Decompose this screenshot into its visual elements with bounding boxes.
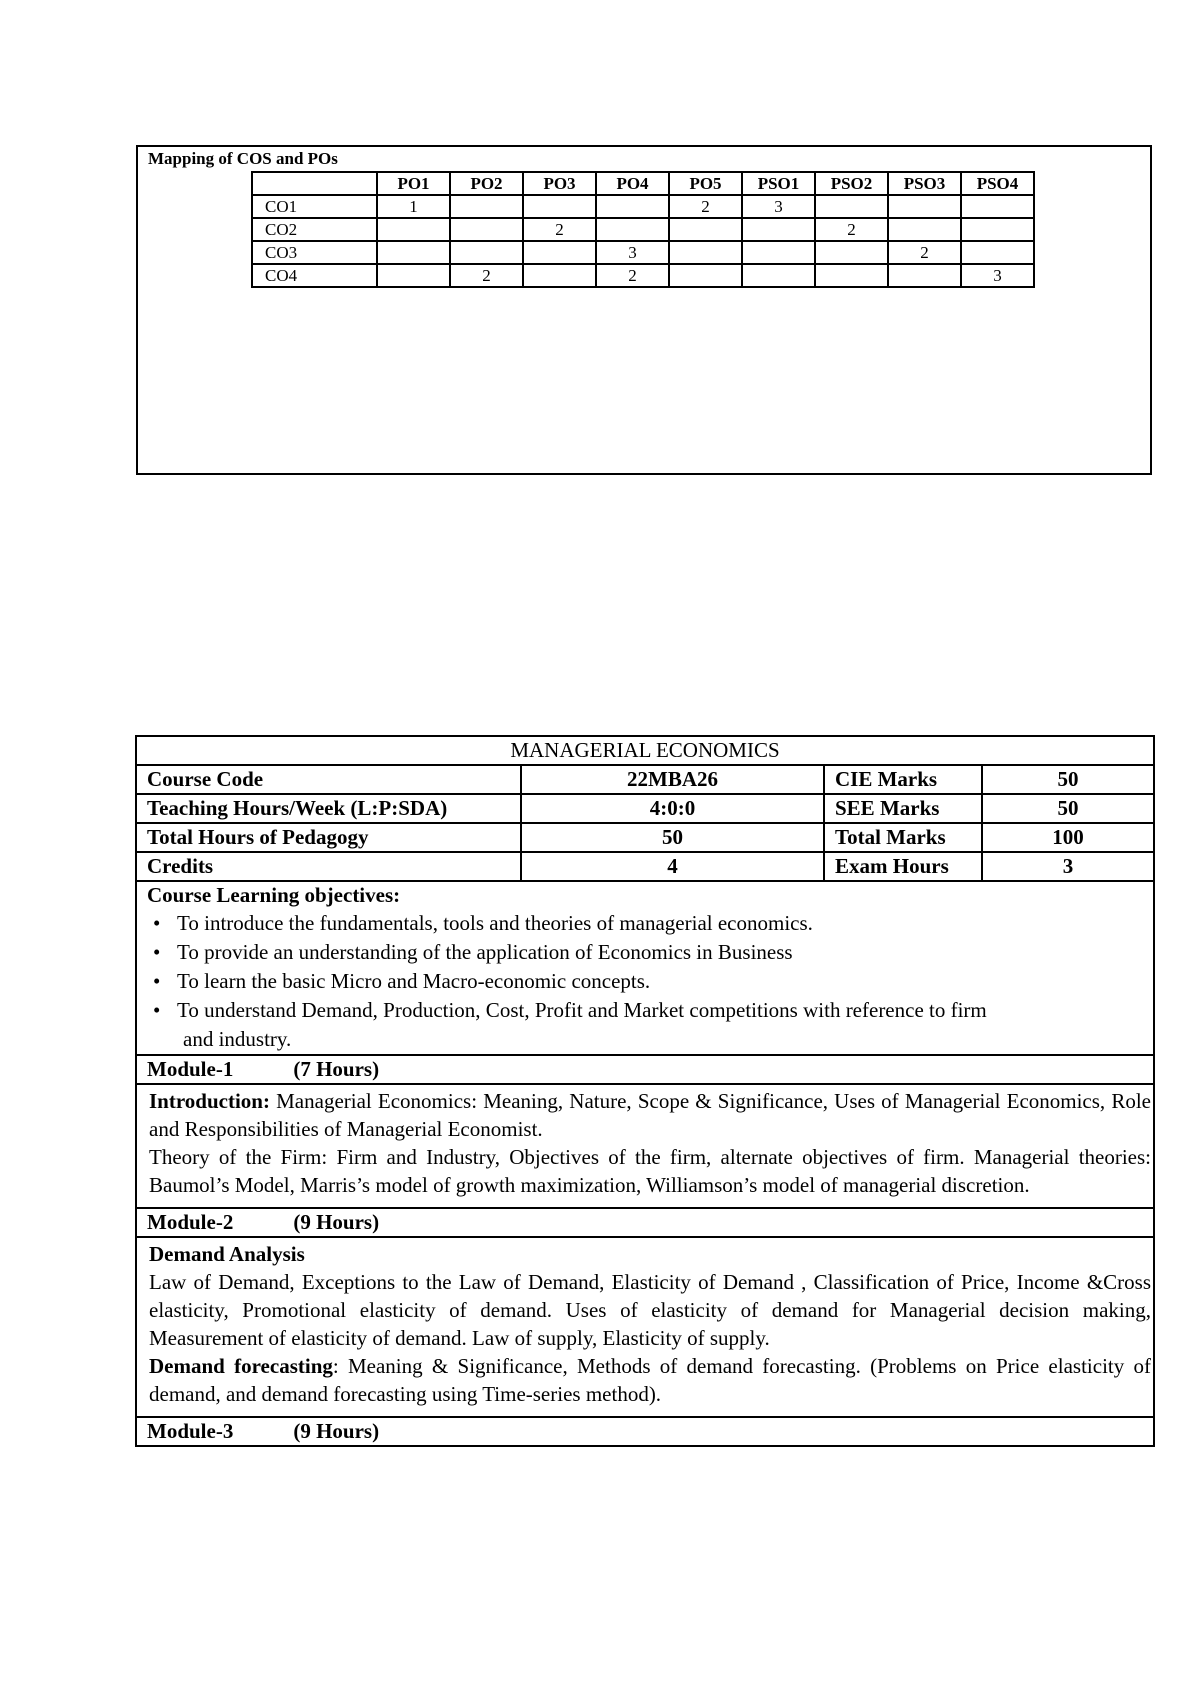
mapping-cell bbox=[377, 264, 450, 287]
mapping-cell bbox=[669, 264, 742, 287]
mapping-cell bbox=[596, 218, 669, 241]
mapping-col-header: PO2 bbox=[450, 172, 523, 195]
module-body-row bbox=[136, 1237, 1154, 1417]
objectives-row bbox=[136, 881, 1154, 1055]
mapping-table bbox=[251, 171, 1035, 288]
module-2-body bbox=[136, 1237, 1154, 1417]
course-info-value: 22MBA26 bbox=[521, 765, 824, 794]
mapping-row-label: CO1 bbox=[252, 195, 377, 218]
mapping-cell: 3 bbox=[742, 195, 815, 218]
mapping-col-header: PO4 bbox=[596, 172, 669, 195]
list-item bbox=[147, 909, 1143, 938]
course-info-label: Total Hours of Pedagogy bbox=[136, 823, 521, 852]
mapping-row bbox=[252, 264, 1034, 287]
mapping-cell bbox=[815, 241, 888, 264]
mapping-cell: 2 bbox=[669, 195, 742, 218]
module-1-header bbox=[136, 1055, 1154, 1084]
mapping-row bbox=[252, 218, 1034, 241]
module-3-header bbox=[136, 1417, 1154, 1446]
course-table bbox=[135, 735, 1155, 1447]
mapping-cell: 2 bbox=[596, 264, 669, 287]
course-info-row bbox=[136, 852, 1154, 881]
course-info-label: SEE Marks bbox=[824, 794, 982, 823]
module-intro-text: Managerial Economics: Meaning, Nature, Scope & Significance, Uses of Managerial Economics, Role and Responsibilities of Managerial Economist. bbox=[149, 1089, 1151, 1141]
objectives-heading: Course Learning objectives: bbox=[147, 883, 401, 907]
mapping-col-header: PO3 bbox=[523, 172, 596, 195]
module-header-row bbox=[136, 1417, 1154, 1446]
course-info-row bbox=[136, 823, 1154, 852]
module-hours: (7 Hours) bbox=[293, 1057, 380, 1081]
mapping-title: Mapping of COS and POs bbox=[148, 149, 338, 168]
mapping-cell: 3 bbox=[961, 264, 1034, 287]
mapping-row-label: CO2 bbox=[252, 218, 377, 241]
course-info-label: Course Code bbox=[136, 765, 521, 794]
mapping-col-header: PSO3 bbox=[888, 172, 961, 195]
course-info-value: 50 bbox=[982, 765, 1154, 794]
course-info-label: CIE Marks bbox=[824, 765, 982, 794]
course-info-label: Exam Hours bbox=[824, 852, 982, 881]
mapping-cell bbox=[815, 195, 888, 218]
bullet-icon: • bbox=[153, 969, 161, 993]
mapping-cell bbox=[888, 195, 961, 218]
module-1-body bbox=[136, 1084, 1154, 1208]
module-hours: (9 Hours) bbox=[293, 1210, 380, 1234]
course-info-value: 50 bbox=[982, 794, 1154, 823]
mapping-cell bbox=[888, 218, 961, 241]
module-paragraph: Law of Demand, Exceptions to the Law of Demand, Elasticity of Demand , Classification of Price, Income &Cross elasticity, Promotional elasticity of demand. Uses of elasticity of demand for Managerial decision making, Measurement of elasticity of demand. Law of supply, Elasticity of supply. bbox=[149, 1270, 1151, 1350]
module-header-row bbox=[136, 1208, 1154, 1237]
course-info-row bbox=[136, 765, 1154, 794]
mapping-header-row bbox=[252, 172, 1034, 195]
bullet-icon: • bbox=[153, 998, 161, 1022]
module-paragraph bbox=[149, 1087, 1151, 1143]
list-item bbox=[147, 967, 1143, 996]
mapping-col-header: PO5 bbox=[669, 172, 742, 195]
objective-continuation: and industry. bbox=[183, 1027, 292, 1051]
mapping-cell bbox=[961, 218, 1034, 241]
mapping-cell bbox=[523, 264, 596, 287]
course-info-label: Credits bbox=[136, 852, 521, 881]
course-info-row bbox=[136, 794, 1154, 823]
list-item bbox=[147, 938, 1143, 967]
mapping-cell: 3 bbox=[596, 241, 669, 264]
mapping-col-header: PSO2 bbox=[815, 172, 888, 195]
mapping-cell bbox=[888, 264, 961, 287]
mapping-cell bbox=[961, 195, 1034, 218]
mapping-cell: 2 bbox=[815, 218, 888, 241]
module-name: Module-1 bbox=[147, 1057, 234, 1081]
objective-text: To understand Demand, Production, Cost, Profit and Market competitions with reference to firm bbox=[177, 998, 987, 1022]
mapping-row-label: CO4 bbox=[252, 264, 377, 287]
objective-text: To introduce the fundamentals, tools and theories of managerial economics. bbox=[177, 911, 813, 935]
mapping-row bbox=[252, 241, 1034, 264]
mapping-cell bbox=[742, 218, 815, 241]
course-title: MANAGERIAL ECONOMICS bbox=[136, 736, 1154, 765]
module-paragraph bbox=[149, 1352, 1151, 1408]
mapping-cell: 2 bbox=[523, 218, 596, 241]
mapping-corner-cell bbox=[252, 172, 377, 195]
mapping-cell bbox=[742, 264, 815, 287]
course-info-value: 4:0:0 bbox=[521, 794, 824, 823]
mapping-col-header: PSO4 bbox=[961, 172, 1034, 195]
mapping-cell: 1 bbox=[377, 195, 450, 218]
course-info-value: 100 bbox=[982, 823, 1154, 852]
module-subheading: Demand forecasting bbox=[149, 1354, 333, 1378]
module-subtext: : Meaning & Significance, Methods of demand forecasting. (Problems on Price elasticity of demand, and demand forecasting using Time-series method). bbox=[149, 1354, 1152, 1406]
mapping-cell bbox=[450, 241, 523, 264]
objective-text: To provide an understanding of the application of Economics in Business bbox=[177, 940, 793, 964]
mapping-cell bbox=[450, 218, 523, 241]
module-2-header bbox=[136, 1208, 1154, 1237]
objectives-list bbox=[147, 909, 1143, 1054]
mapping-cell bbox=[523, 195, 596, 218]
module-name: Module-3 bbox=[147, 1419, 234, 1443]
module-body-row bbox=[136, 1084, 1154, 1208]
mapping-cell bbox=[596, 195, 669, 218]
module-name: Module-2 bbox=[147, 1210, 234, 1234]
mapping-row bbox=[252, 195, 1034, 218]
mapping-cell bbox=[377, 218, 450, 241]
mapping-cell bbox=[523, 241, 596, 264]
mapping-cell bbox=[450, 195, 523, 218]
course-info-value: 3 bbox=[982, 852, 1154, 881]
mapping-box bbox=[136, 145, 1152, 475]
module-header-row bbox=[136, 1055, 1154, 1084]
objectives-cell bbox=[136, 881, 1154, 1055]
mapping-cell: 2 bbox=[450, 264, 523, 287]
mapping-cell bbox=[669, 241, 742, 264]
module-paragraph: Theory of the Firm: Firm and Industry, Objectives of the firm, alternate objectives of firm. Managerial theories: Baumol’s Model, Marris’s model of growth maximization, Williamson’s model of managerial discretion. bbox=[149, 1145, 1151, 1197]
mapping-cell bbox=[815, 264, 888, 287]
module-intro-heading: Introduction: bbox=[149, 1089, 270, 1113]
mapping-cell bbox=[742, 241, 815, 264]
course-info-label: Teaching Hours/Week (L:P:SDA) bbox=[136, 794, 521, 823]
course-info-value: 50 bbox=[521, 823, 824, 852]
mapping-cell bbox=[961, 241, 1034, 264]
mapping-cell: 2 bbox=[888, 241, 961, 264]
mapping-cell bbox=[377, 241, 450, 264]
course-info-label: Total Marks bbox=[824, 823, 982, 852]
mapping-cell bbox=[669, 218, 742, 241]
course-info-value: 4 bbox=[521, 852, 824, 881]
module-heading: Demand Analysis bbox=[149, 1242, 305, 1266]
mapping-row-label: CO3 bbox=[252, 241, 377, 264]
bullet-icon: • bbox=[153, 940, 161, 964]
mapping-col-header: PO1 bbox=[377, 172, 450, 195]
bullet-icon: • bbox=[153, 911, 161, 935]
list-item bbox=[147, 996, 1143, 1054]
course-title-row bbox=[136, 736, 1154, 765]
objective-text: To learn the basic Micro and Macro-economic concepts. bbox=[177, 969, 651, 993]
module-hours: (9 Hours) bbox=[293, 1419, 380, 1443]
mapping-col-header: PSO1 bbox=[742, 172, 815, 195]
